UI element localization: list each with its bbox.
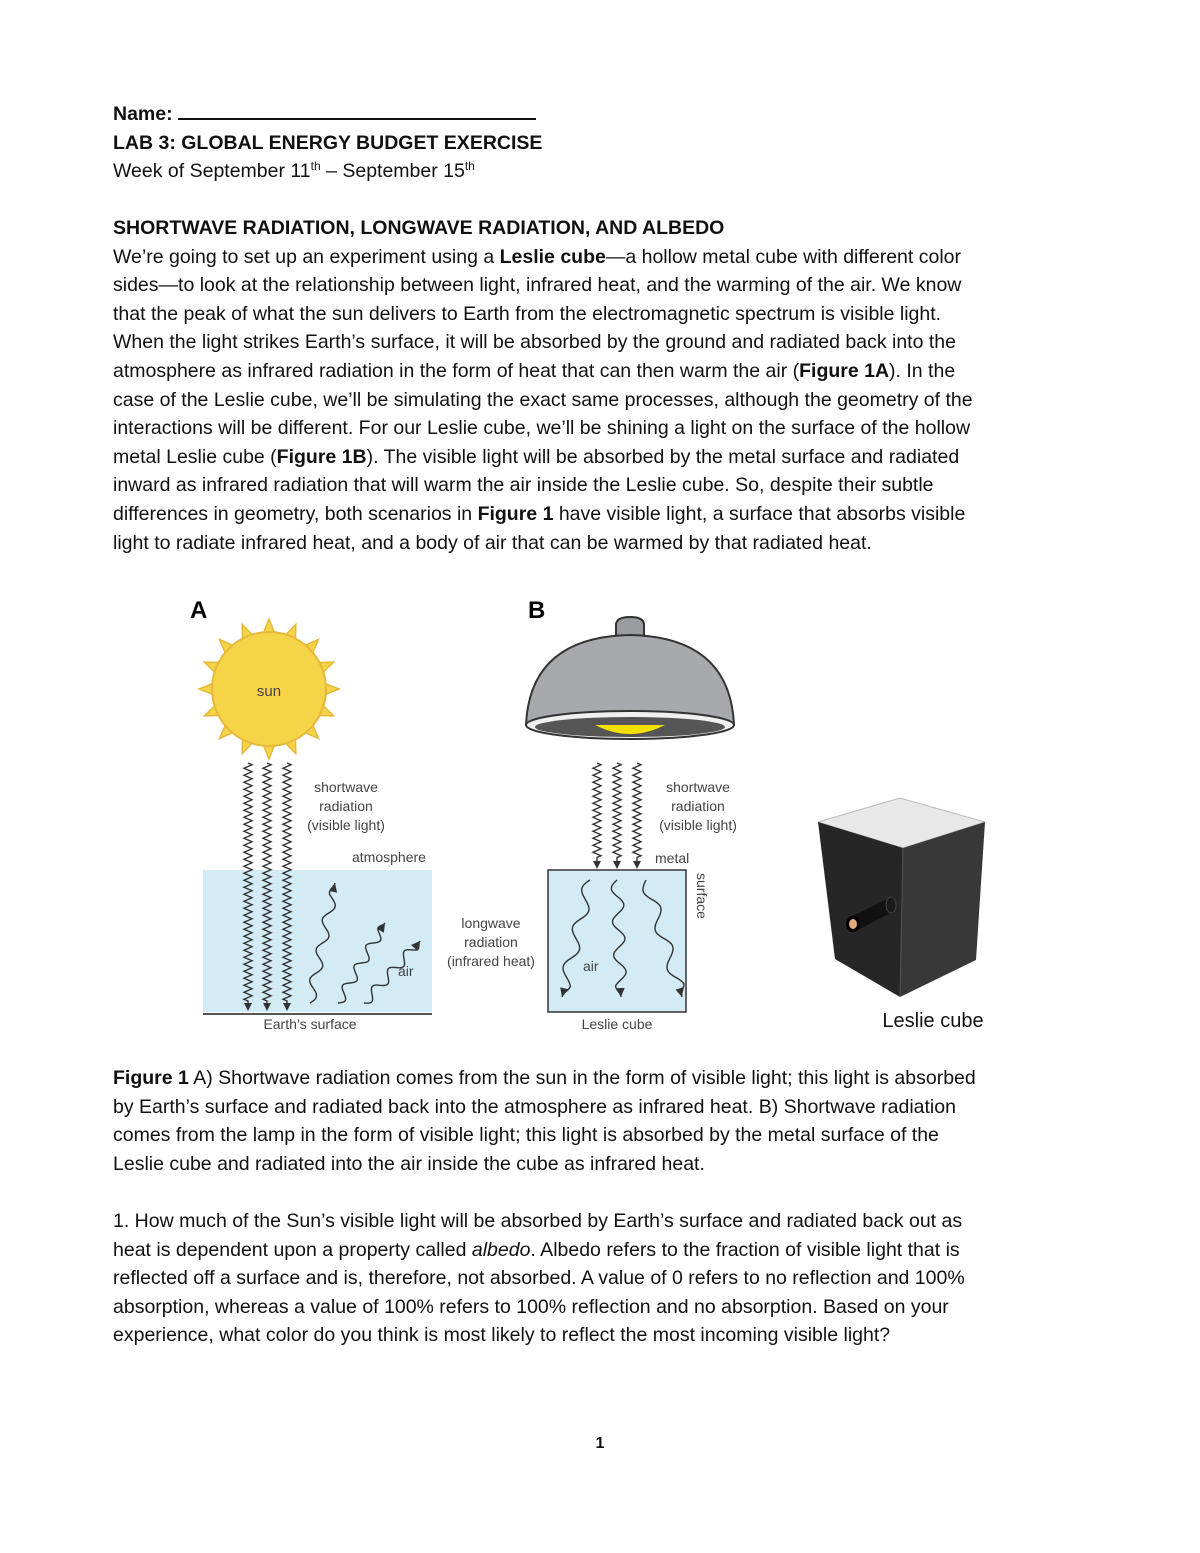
section-text: atmosphere as infrared radiation in the form of heat that can then warm the air ( <box>113 359 800 382</box>
name-label: Name: <box>113 103 173 125</box>
question-text: 1. How much of the Sun’s visible light will be absorbed by Earth’s surface and radiated back out as <box>113 1210 963 1232</box>
section-line <box>113 386 1083 415</box>
header <box>113 100 1083 186</box>
question-line <box>113 1264 1083 1293</box>
arrow-head <box>613 861 621 869</box>
week-line <box>113 157 1083 186</box>
question-line <box>113 1321 1083 1350</box>
section-line <box>113 471 1083 500</box>
name-blank[interactable] <box>178 100 536 120</box>
arrow-head <box>593 861 601 869</box>
longwave-line1: longwave <box>461 915 521 931</box>
question-text: heat is dependent upon a property called <box>113 1238 472 1261</box>
surface-label: surface <box>694 873 710 919</box>
question-1 <box>113 1207 1083 1350</box>
question-text: . Albedo refers to the fraction of visible light that is <box>530 1238 960 1261</box>
section-text: differences in geometry, both scenarios in <box>113 502 478 525</box>
air-b-label: air <box>583 958 599 974</box>
caption-line <box>113 1093 1083 1122</box>
panel-b-label: B <box>528 597 546 624</box>
week-sup-2: th <box>464 159 475 174</box>
section-text: Figure 1B <box>276 445 367 468</box>
section-line <box>113 357 1083 386</box>
shortwave-a-line3: (visible light) <box>307 817 385 833</box>
wave-arrow <box>593 763 601 863</box>
caption-text: Figure 1 <box>113 1067 189 1089</box>
section-line <box>113 328 1083 357</box>
lamp-icon <box>526 617 734 739</box>
caption-line <box>113 1064 1083 1093</box>
section-text: ). In the <box>889 359 956 382</box>
arrow-head <box>633 861 641 869</box>
figure-1 <box>170 585 1030 1045</box>
question-line <box>113 1236 1083 1265</box>
metal-label: metal <box>655 850 690 866</box>
longwave-line3: (infrared heat) <box>447 953 535 969</box>
question-text: absorption, whereas a value of 100% refers to 100% reflection and no absorption. Based on your <box>113 1295 949 1318</box>
section-line <box>113 443 1083 472</box>
section-line <box>113 300 1083 329</box>
caption-text: Leslie cube and radiated into the air inside the cube as infrared heat. <box>113 1152 705 1175</box>
caption-text: A) Shortwave radiation comes from the sun in the form of visible light; this light is absorbed <box>188 1067 976 1089</box>
section-text: inward as infrared radiation that will warm the air inside the Leslie cube. So, despite their subtle <box>113 474 934 497</box>
week-sup-1: th <box>310 159 321 174</box>
section-text: interactions will be different. For our Leslie cube, we’ll be shining a light on the surface of the hollow <box>113 417 971 440</box>
section-text: sides—to look at the relationship between light, infrared heat, and the warming of the air. We know <box>113 274 962 297</box>
wave-arrow <box>633 763 641 863</box>
section-text: light to radiate infrared heat, and a body of air that can be warmed by that radiated heat. <box>113 531 872 554</box>
wave-arrow <box>613 763 621 863</box>
caption-line <box>113 1121 1083 1150</box>
section-line <box>113 271 1083 300</box>
leslie-cube-bottom-label: Leslie cube <box>581 1016 653 1032</box>
question-line <box>113 1207 1083 1236</box>
section-intro <box>113 214 1083 557</box>
section-text: ). The visible light will be absorbed by the metal surface and radiated <box>366 445 960 468</box>
panel-a-label: A <box>190 597 208 624</box>
leslie-cube-photo-label: Leslie cube <box>882 1010 984 1032</box>
earth-surface-label: Earth’s surface <box>263 1016 357 1032</box>
page-number: 1 <box>595 1435 605 1452</box>
leslie-cube-photo <box>818 798 985 997</box>
name-field-line <box>113 100 1083 129</box>
section-text: case of the Leslie cube, we’ll be simulating the exact same processes, although the geometry of the <box>113 388 973 411</box>
caption-text: by Earth’s surface and radiated back into the atmosphere as infrared heat. B) Shortwave radiation <box>113 1095 956 1118</box>
sun-label: sun <box>256 683 282 700</box>
section-line <box>113 529 1083 558</box>
question-text: experience, what color do you think is most likely to reflect the most incoming visible light? <box>113 1324 891 1347</box>
section-text: When the light strikes Earth’s surface, it will be absorbed by the ground and radiated back into the <box>113 331 956 354</box>
week-mid: – September 15 <box>320 160 465 183</box>
section-text: have visible light, a surface that absorbs visible <box>553 502 966 525</box>
shortwave-b-line1: shortwave <box>666 779 730 795</box>
shortwave-b-line2: radiation <box>671 798 725 814</box>
shortwave-a-line1: shortwave <box>314 779 378 795</box>
shortwave-a-line2: radiation <box>319 798 373 814</box>
section-title: SHORTWAVE RADIATION, LONGWAVE RADIATION, AND ALBEDO <box>113 217 725 239</box>
section-text: —a hollow metal cube with different color <box>605 245 961 268</box>
week-prefix: Week of September 11 <box>113 160 311 183</box>
shortwave-b-line3: (visible light) <box>659 817 737 833</box>
caption-text: comes from the lamp in the form of visible light; this light is absorbed by the metal surface of the <box>113 1124 939 1147</box>
atmosphere-label: atmosphere <box>352 849 426 865</box>
section-text: Leslie cube <box>499 245 606 268</box>
atmosphere-box <box>203 870 432 1012</box>
section-text: Figure 1 <box>477 502 554 525</box>
lab-title: LAB 3: GLOBAL ENERGY BUDGET EXERCISE <box>113 131 543 154</box>
air-a-label: air <box>398 963 414 979</box>
question-text: albedo <box>471 1238 531 1261</box>
question-text: reflected off a surface and is, therefore, not absorbed. A value of 0 refers to no reflection and 100% <box>113 1267 965 1290</box>
section-text: that the peak of what the sun delivers to Earth from the electromagnetic spectrum is visible light. <box>113 302 942 325</box>
section-text: Figure 1A <box>799 359 890 382</box>
sun-icon <box>199 619 339 759</box>
question-line <box>113 1293 1083 1322</box>
section-line <box>113 500 1083 529</box>
shortwave-arrows-b <box>593 763 641 869</box>
caption-line <box>113 1150 1083 1179</box>
section-text: metal Leslie cube ( <box>113 445 277 468</box>
section-line <box>113 414 1083 443</box>
section-text: We’re going to set up an experiment using a <box>113 245 500 268</box>
section-line <box>113 243 1083 272</box>
figure-caption <box>113 1064 1083 1178</box>
section-paragraph <box>113 243 1083 558</box>
longwave-line2: radiation <box>464 934 518 950</box>
